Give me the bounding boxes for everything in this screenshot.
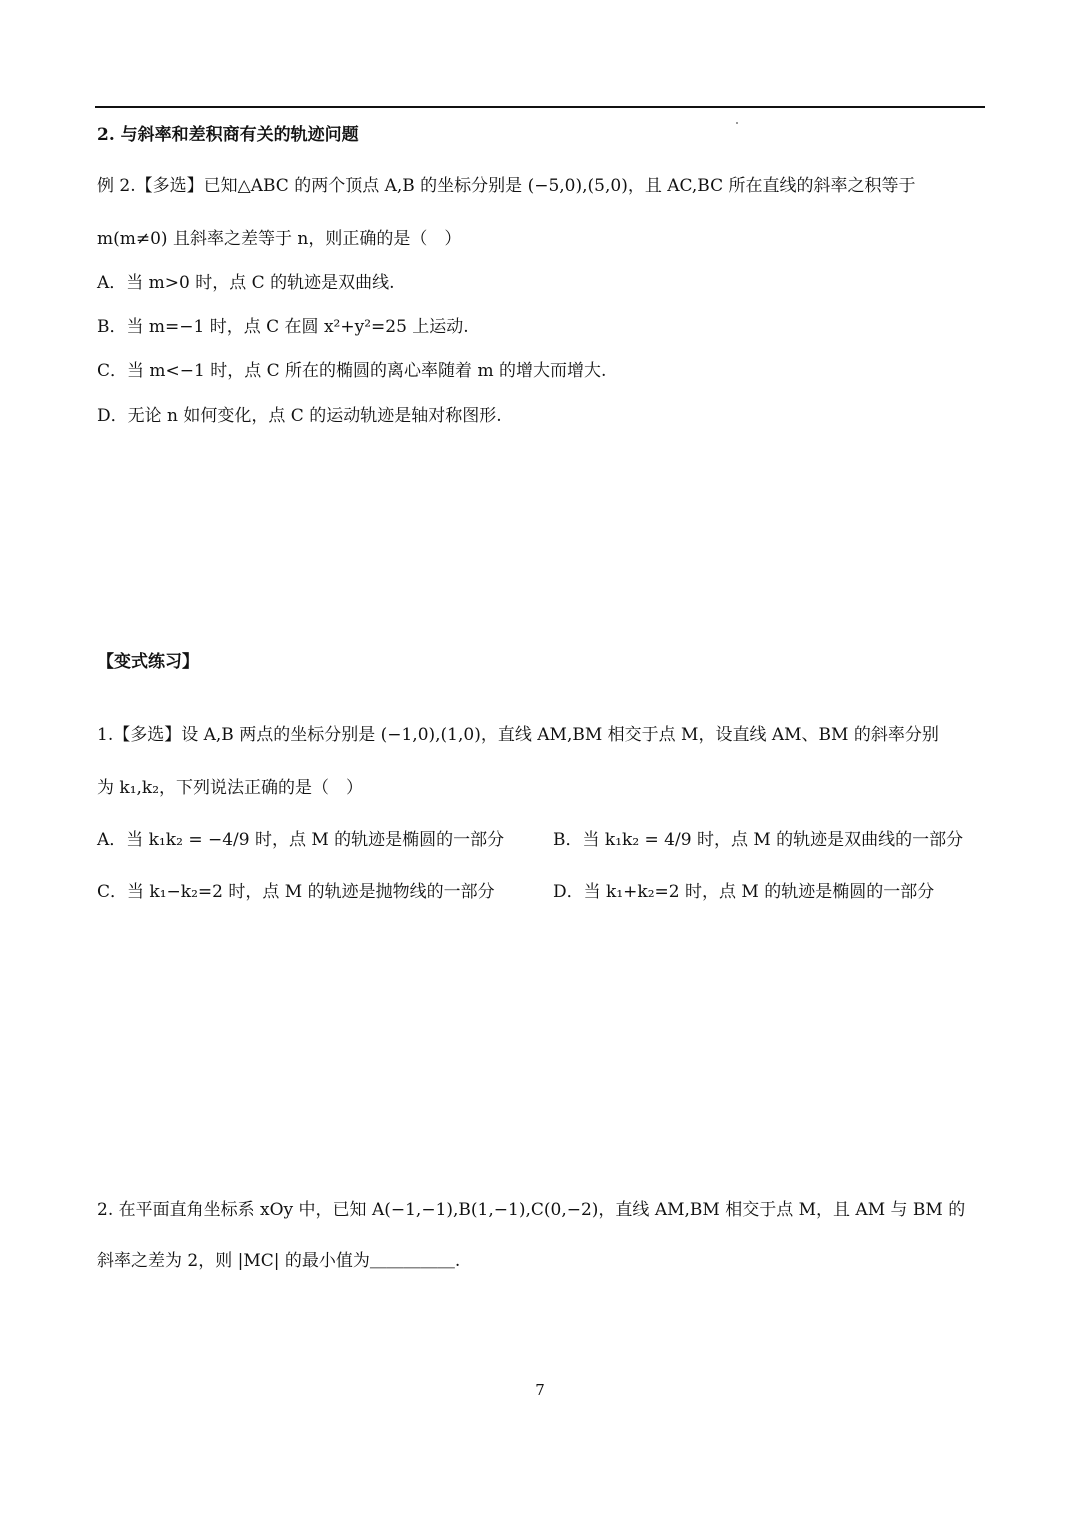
example-line-1: 例 2.【多选】已知△ABC 的两个顶点 A,B 的坐标分别是 (−5,0),(5,0)，且 AC,BC 所在直线的斜率之积等于: [97, 176, 916, 196]
practice-title: 【变式练习】: [97, 652, 199, 672]
q1-option-b: B．当 k₁k₂ = 4/9 时，点 M 的轨迹是双曲线的一部分: [553, 830, 964, 850]
page-number: 7: [535, 1381, 545, 1399]
q1-option-a: A．当 k₁k₂ = −4/9 时，点 M 的轨迹是椭圆的一部分: [97, 830, 505, 850]
example-option-d: D．无论 n 如何变化，点 C 的运动轨迹是轴对称图形.: [97, 406, 502, 426]
q1-line-2: 为 k₁,k₂，下列说法正确的是（ ）: [97, 778, 364, 798]
section-title: 2. 与斜率和差积商有关的轨迹问题: [97, 125, 359, 145]
q1-option-c: C．当 k₁−k₂=2 时，点 M 的轨迹是抛物线的一部分: [97, 882, 495, 902]
example-option-a: A．当 m>0 时，点 C 的轨迹是双曲线.: [97, 273, 395, 293]
example-line-2: m(m≠0) 且斜率之差等于 n，则正确的是（ ）: [97, 229, 462, 249]
q2-line-1: 2. 在平面直角坐标系 xOy 中，已知 A(−1,−1),B(1,−1),C(0,−2)，直线 AM,BM 相交于点 M，且 AM 与 BM 的: [97, 1200, 966, 1220]
example-option-c: C．当 m<−1 时，点 C 所在的椭圆的离心率随着 m 的增大而增大.: [97, 361, 607, 381]
example-option-b: B．当 m=−1 时，点 C 在圆 x²+y²=25 上运动.: [97, 317, 469, 337]
scan-speck: [736, 122, 738, 124]
q1-option-d: D．当 k₁+k₂=2 时，点 M 的轨迹是椭圆的一部分: [553, 882, 935, 902]
q2-line-2: 斜率之差为 2，则 |MC| 的最小值为＿＿＿＿＿.: [97, 1251, 461, 1271]
q1-line-1: 1.【多选】设 A,B 两点的坐标分别是 (−1,0),(1,0)，直线 AM,BM 相交于点 M，设直线 AM、BM 的斜率分别: [97, 725, 939, 745]
header-rule: [95, 106, 985, 108]
